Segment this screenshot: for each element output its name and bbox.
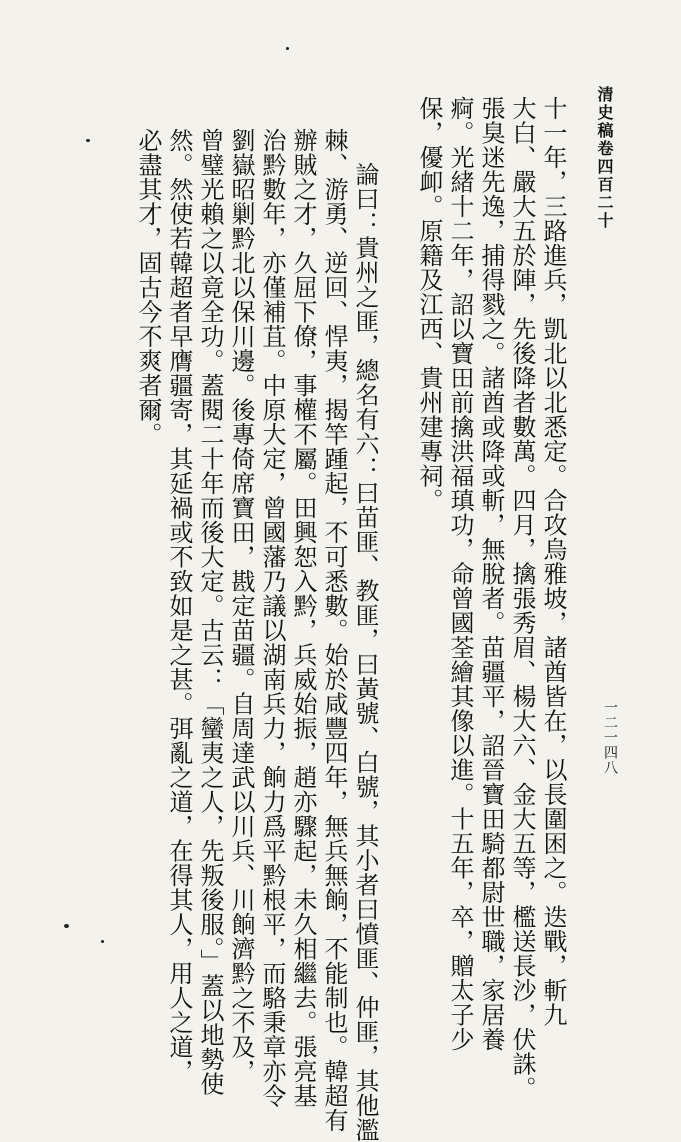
text-column-8: 辦賊之才，久屈下僚，事權不屬。田興恕入黔，兵威始振，趙亦驟起，未久相繼去。張亮基 [289,128,317,1108]
text-column-2: 大白、嚴大五於陣，先後降者數萬。四月，擒張秀眉、楊大六、金大五等，檻送長沙，伏誅。 [508,96,536,1101]
text-column-13: 必盡其才，固古今不爽者爾。 [134,128,162,447]
running-header: 清史稿卷四百二十 [595,86,614,230]
text-column-6: 論曰：貴州之匪，總名有六：曰苗匪、教匪，曰黃號、白號，其小者曰憤匪、仲匪，其他濫 [351,162,379,1142]
text-column-7: 棘、游勇、逆回、悍夷，揭竿踵起，不可悉數。始於咸豐四年，無兵無餉，不能制也。韓超有 [320,128,348,1133]
text-column-12: 然。然使若韓超者早膺疆寄，其延禍或不致如是之甚。弭亂之道，在得其人，用人之道， [165,128,193,1084]
ink-speck [101,940,104,943]
page-number: 一二一四八 [602,700,618,775]
ink-speck [64,924,69,928]
text-column-5: 保，優卹。原籍及江西、貴州建專祠。 [415,96,443,513]
text-column-3: 張臭迷先逸，捕得戮之。諸酋或降或斬，無脫者。苗疆平，詔晉寶田騎都尉世職，家居養 [477,96,505,1052]
ink-speck [286,47,289,50]
text-column-11: 曾璧光賴之以竟全功。蓋閱二十年而後大定。古云：「蠻夷之人，先叛後服。」蓋以地勢使 [196,128,224,1096]
text-column-9: 治黔數年，亦僅補苴。中原大定，曾國藩乃議以湖南兵力，餉力爲平黔根平，而駱秉章亦令 [258,128,286,1108]
ink-speck [86,139,90,142]
text-column-4: 痾。光緒十二年，詔以寶田前擒洪福瑱功，命曾國荃繪其像以進。十五年，卒，贈太子少 [446,96,474,1052]
text-column-10: 劉嶽昭剿黔北以保川邊。後專倚席寶田，戡定苗疆。自周達武以川兵、川餉濟黔之不及， [227,128,255,1084]
text-column-1: 十一年，三路進兵，凱北以北悉定。合攻烏雅坡，諸酋皆在，以長圍困之。迭戰，斬九 [539,96,567,1027]
